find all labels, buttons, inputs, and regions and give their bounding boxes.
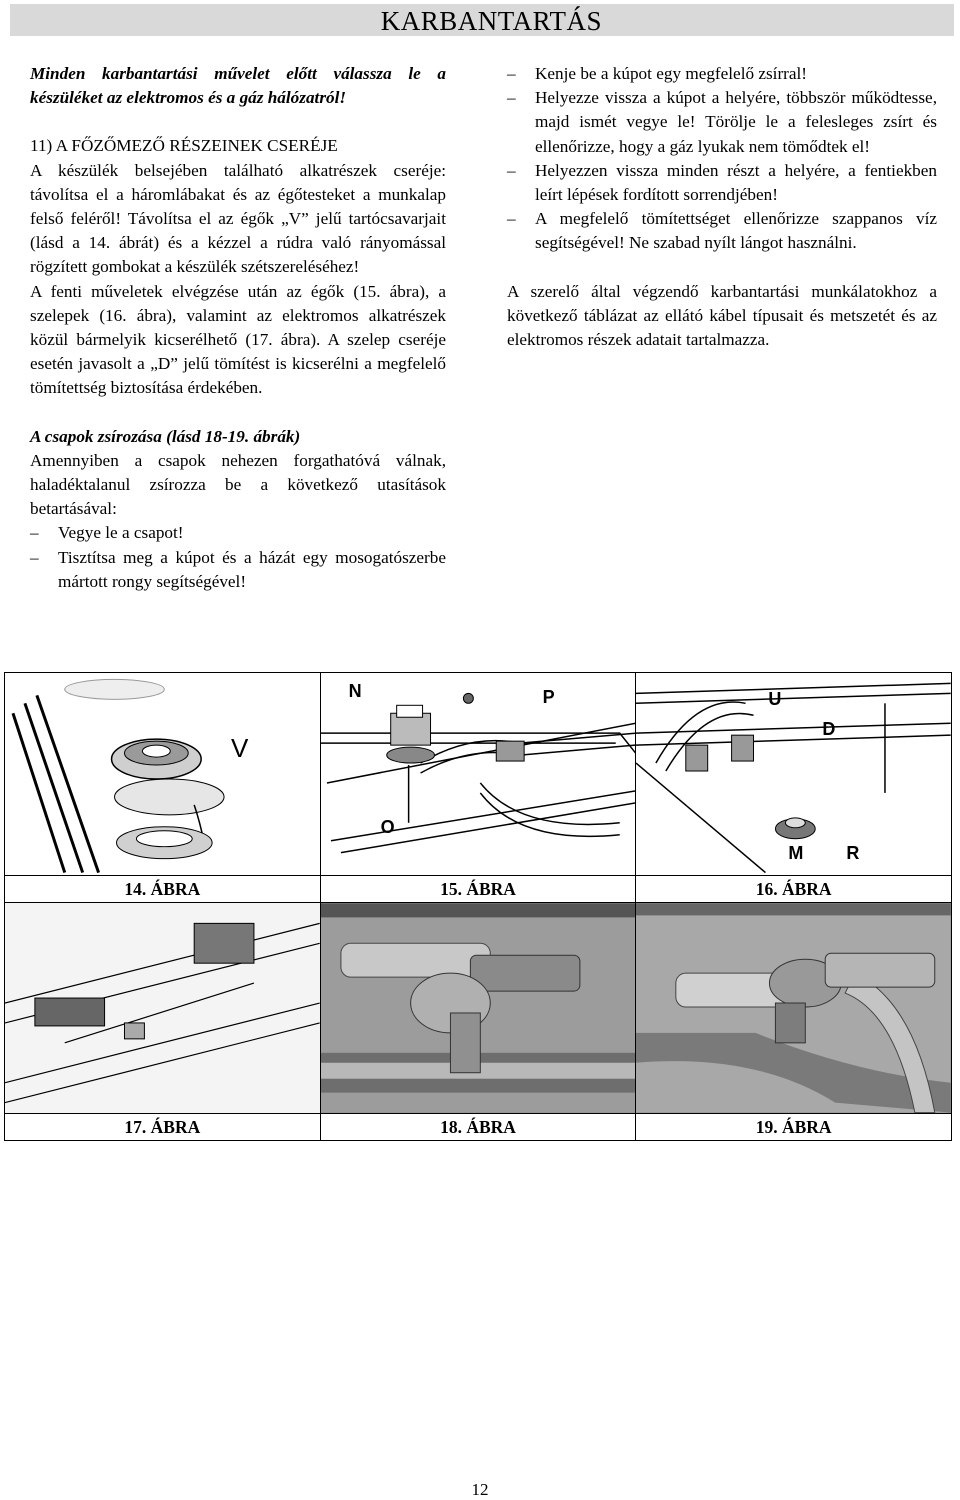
tap-photo-left: [321, 903, 636, 1113]
list-item: – Kenje be a kúpot egy megfelelő zsírral!: [507, 62, 937, 86]
label-r: R: [846, 843, 860, 863]
right-column: [507, 62, 937, 352]
caption-15: 15. ÁBRA: [320, 876, 636, 903]
page-header: [10, 4, 954, 36]
after-operations-paragraph: A fenti műveletek elvégzése után az égők (15. ábra), a szelepek (16. ábra), valamint az elektromos alkatrészek közül bármelyik kicserélhető (17. ábra). A szelep cseréje esetén javasolt a „D” jelű tömítést is kicserélni a megfelelő tömítettség biztosítása érdekében.: [30, 281, 446, 398]
caption-19: 19. ÁBRA: [636, 1114, 952, 1141]
greasing-title: A csapok zsírozása (lásd 18-19. ábrák): [30, 426, 301, 446]
greasing-intro: Amennyiben a csapok nehezen forgathatóvá válnak, haladéktalanul zsírozza be a következő utasítások betartásával:: [30, 450, 446, 519]
electronics-drawing: [5, 903, 320, 1113]
figure-14-image: [5, 673, 320, 875]
replacement-paragraph: A készülék belsejében található alkatrészek cseréje: távolítsa el a háromlábakat és az égőtesteket a munkalap felső feléről! Távolítsa el az égők „V” jelű tartócsavarjait (lásd a 14. ábrát) és a kézzel a rúdra való rányomással rögzített gombokat a készülék szétszereléséhez!: [30, 160, 446, 277]
safety-warning: Minden karbantartási művelet előtt válassza le a készüléket az elektromos és a gáz hálózatról!: [30, 64, 446, 108]
burner-drawing: [5, 673, 320, 875]
left-column: [30, 62, 446, 594]
label-n: N: [348, 681, 362, 701]
caption-17: 17. ÁBRA: [5, 1114, 321, 1141]
list-item: – Helyezze vissza a kúpot a helyére, többször működtesse, majd ismét vegye le! Törölje le a felesleges zsírt és ellenőrizze, hogy a gáz lyukak nem tömődtek el!: [507, 86, 937, 159]
list-item: – A megfelelő tömítettséget ellenőrizze szappanos víz segítségével! Ne szabad nyílt lángot használni.: [507, 207, 937, 255]
figures-table: [4, 672, 952, 1141]
caption-16: 16. ÁBRA: [636, 876, 952, 903]
greasing-steps-left: [30, 521, 446, 594]
label-m: M: [788, 843, 804, 863]
list-item: – Tisztítsa meg a kúpot és a házát egy mosogatószerbe mártott rongy segítségével!: [30, 546, 446, 594]
page-title: KARBANTARTÁS: [380, 6, 602, 36]
section-title: 11) A FŐZŐMEZŐ RÉSZEINEK CSERÉJE: [30, 136, 338, 156]
figure-18-image: [321, 903, 636, 1113]
caption-14: 14. ÁBRA: [5, 876, 321, 903]
figure-19-image: [636, 903, 951, 1113]
list-item: – Vegye le a csapot!: [30, 521, 446, 545]
page-number: 12: [471, 1480, 489, 1499]
tap-photo-right: [636, 903, 951, 1113]
greasing-steps-right: [507, 62, 937, 256]
installer-paragraph: A szerelő által végzendő karbantartási munkálatokhoz a következő táblázat az ellátó kábel típusait és metszetét és az elektromos részek adatait tartalmazza.: [507, 281, 937, 350]
label-o: O: [380, 817, 395, 837]
valve-drawing: [321, 673, 636, 875]
label-d: D: [822, 719, 836, 739]
label-p: P: [542, 687, 555, 707]
label-v: V: [231, 733, 249, 763]
figure-15-image: [321, 673, 636, 875]
caption-18: 18. ÁBRA: [320, 1114, 636, 1141]
label-u: U: [768, 689, 782, 709]
figure-17-image: [5, 903, 320, 1113]
figure-16-image: [636, 673, 951, 875]
list-item: – Helyezzen vissza minden részt a helyére, a fentiekben leírt lépések fordított sorrendjében!: [507, 159, 937, 207]
